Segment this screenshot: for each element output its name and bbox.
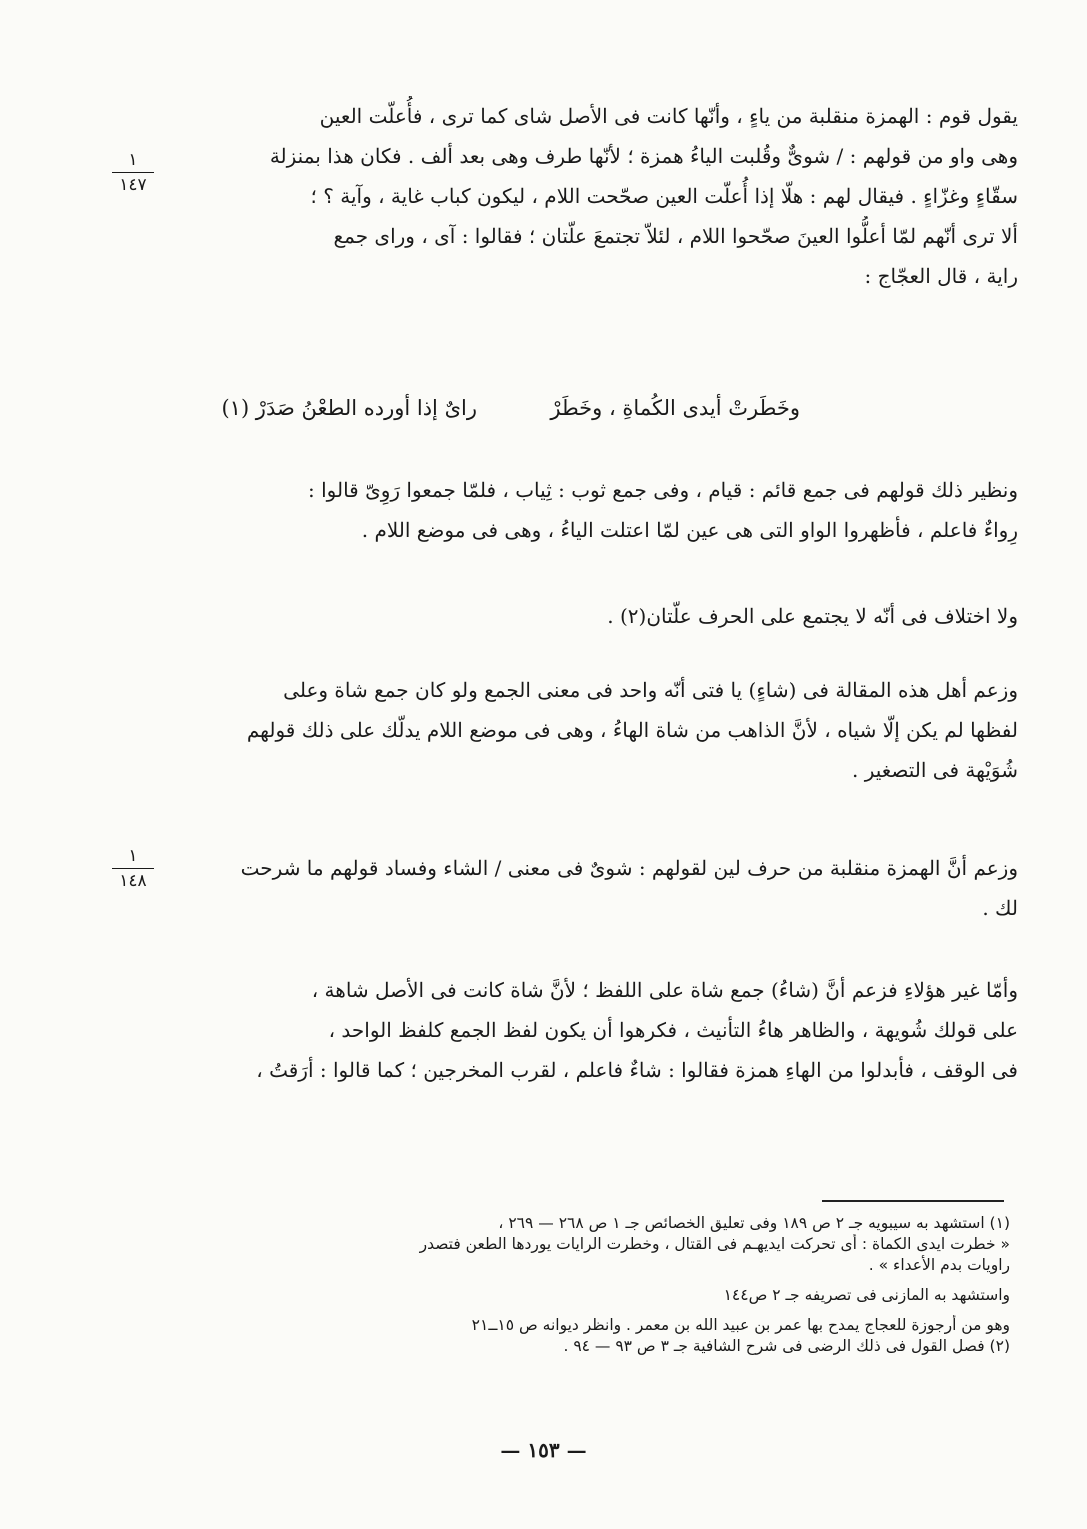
text-line: وأمّا غير هؤلاءِ فزعم أنَّ (شاءُ) جمع شاة على اللفظ ؛ لأنَّ شاة كانت فى الأصل شاهة ، — [311, 978, 1018, 1002]
text-line: راية ، قال العجّاج : — [864, 264, 1018, 288]
text-line: وهى واو من قولهم : / شوىٌّ وقُلبت الياءُ همزة ؛ لأنّها طرف وهى بعد ألف . فكان هذا بمنزلة — [269, 144, 1018, 168]
footnote-line: وهو من أرجوزة للعجاج يمدح بها عمر بن عبيد الله بن معمر . وانظر ديوانه ص ١٥ــ٢١ — [471, 1316, 1010, 1334]
text-line: على قولك شُويهة ، والظاهر هاءُ التأنيث ، فكرهوا أن يكون لفظ الجمع كلفظ الواحد ، — [328, 1018, 1018, 1042]
folio-side: ١ — [112, 846, 154, 869]
text-line: شُوَيْهة فى التصغير . — [851, 758, 1018, 782]
footnote-line: « خطرت ايدى الكماة : أى تحركت ايديهـم فى القتال ، وخطرت الرايات يوردها الطعن فتصدر — [419, 1235, 1010, 1253]
text-line: لك . — [982, 896, 1018, 920]
text-line: يقول قوم : الهمزة منقلبة من ياءٍ ، وأنّها كانت فى الأصل شاى كما ترى ، فأُعلّت العين — [319, 104, 1018, 128]
paragraph-1 — [160, 96, 1018, 296]
poetry-verse — [221, 396, 800, 420]
text-line: ولا اختلاف فى أنّه لا يجتمع على الحرف علّتان(٢) . — [607, 604, 1018, 628]
text-line: وزعم أهل هذه المقالة فى (شاءٍ) يا فتى أنّه واحد فى معنى الجمع ولو كان جمع شاة وعلى — [283, 678, 1018, 702]
text-line: رِواءٌ فاعلم ، فأظهروا الواو التى هى عين لمّا اعتلت الياءُ ، وهى فى موضع اللام . — [361, 518, 1018, 542]
footnote-line: راويات بدم الأعداء » . — [868, 1256, 1010, 1274]
footnotes — [175, 1213, 1010, 1357]
text-line: وزعم أنَّ الهمزة منقلبة من حرف لين لقولهم : شوىٌ فى معنى / الشاء وفساد قولهم ما شرحت — [240, 856, 1018, 880]
text-line: ألا ترى أنّهم لمّا أعلُّوا العينَ صحّحوا اللام ، لئلاّ تجتمعَ علّتان ؛ فقالوا : آى ، وراى جمع — [333, 224, 1018, 248]
verse-first-hemistich: وخَطَرتْ أيدى الكُماةِ ، وخَطَرْ — [550, 396, 800, 420]
paragraph-2 — [160, 470, 1018, 550]
folio-side: ١ — [112, 150, 154, 173]
text-line: لفظها لم يكن إلّا شياه ، لأنَّ الذاهب من شاة الهاءُ ، وهى فى موضع اللام يدلّك على ذلك قولهم — [246, 718, 1018, 742]
paragraph-4 — [160, 670, 1018, 790]
text-line: فى الوقف ، فأبدلوا من الهاءِ همزة فقالوا : شاءٌ فاعلم ، لقرب المخرجين ؛ كما قالوا : أرَقتُ ، — [256, 1058, 1018, 1082]
margin-folio-note — [112, 846, 154, 891]
paragraph-3 — [160, 596, 1018, 636]
folio-number: ١٤٨ — [119, 871, 147, 891]
footnote-line: (١) استشهد به سيبويه جـ ٢ ص ١٨٩ وفى تعليق الخصائص جـ ١ ص ٢٦٨ — ٢٦٩ ، — [498, 1214, 1010, 1232]
verse-second-hemistich: راىٌ إذا أورده الطعْنُ صَدَرْ (١) — [221, 396, 477, 420]
margin-folio-note — [112, 150, 154, 195]
folio-number: ١٤٧ — [119, 175, 147, 195]
page-number: — ١٥٣ — — [500, 1438, 587, 1462]
text-line: ونظير ذلك قولهم فى جمع قائم : قيام ، وفى جمع ثوب : ثِياب ، فلمّا جمعوا رَوِىّ قالوا : — [307, 478, 1018, 502]
paragraph-6 — [160, 970, 1018, 1090]
footnote-separator — [822, 1200, 1004, 1202]
text-line: سقّاءٍ وغزّاءٍ . فيقال لهم : هلّا إذا أُعلّت العين صحّحت اللام ، ليكون كباب غاية ، وآية ؟ ؛ — [310, 184, 1018, 208]
paragraph-5 — [160, 848, 1018, 928]
footnote-line: واستشهد به المازنى فى تصريفه جـ ٢ ص١٤٤ — [723, 1286, 1010, 1304]
footnote-line: (٢) فصل القول فى ذلك الرضى فى شرح الشافية جـ ٣ ص ٩٣ — ٩٤ . — [563, 1337, 1010, 1355]
